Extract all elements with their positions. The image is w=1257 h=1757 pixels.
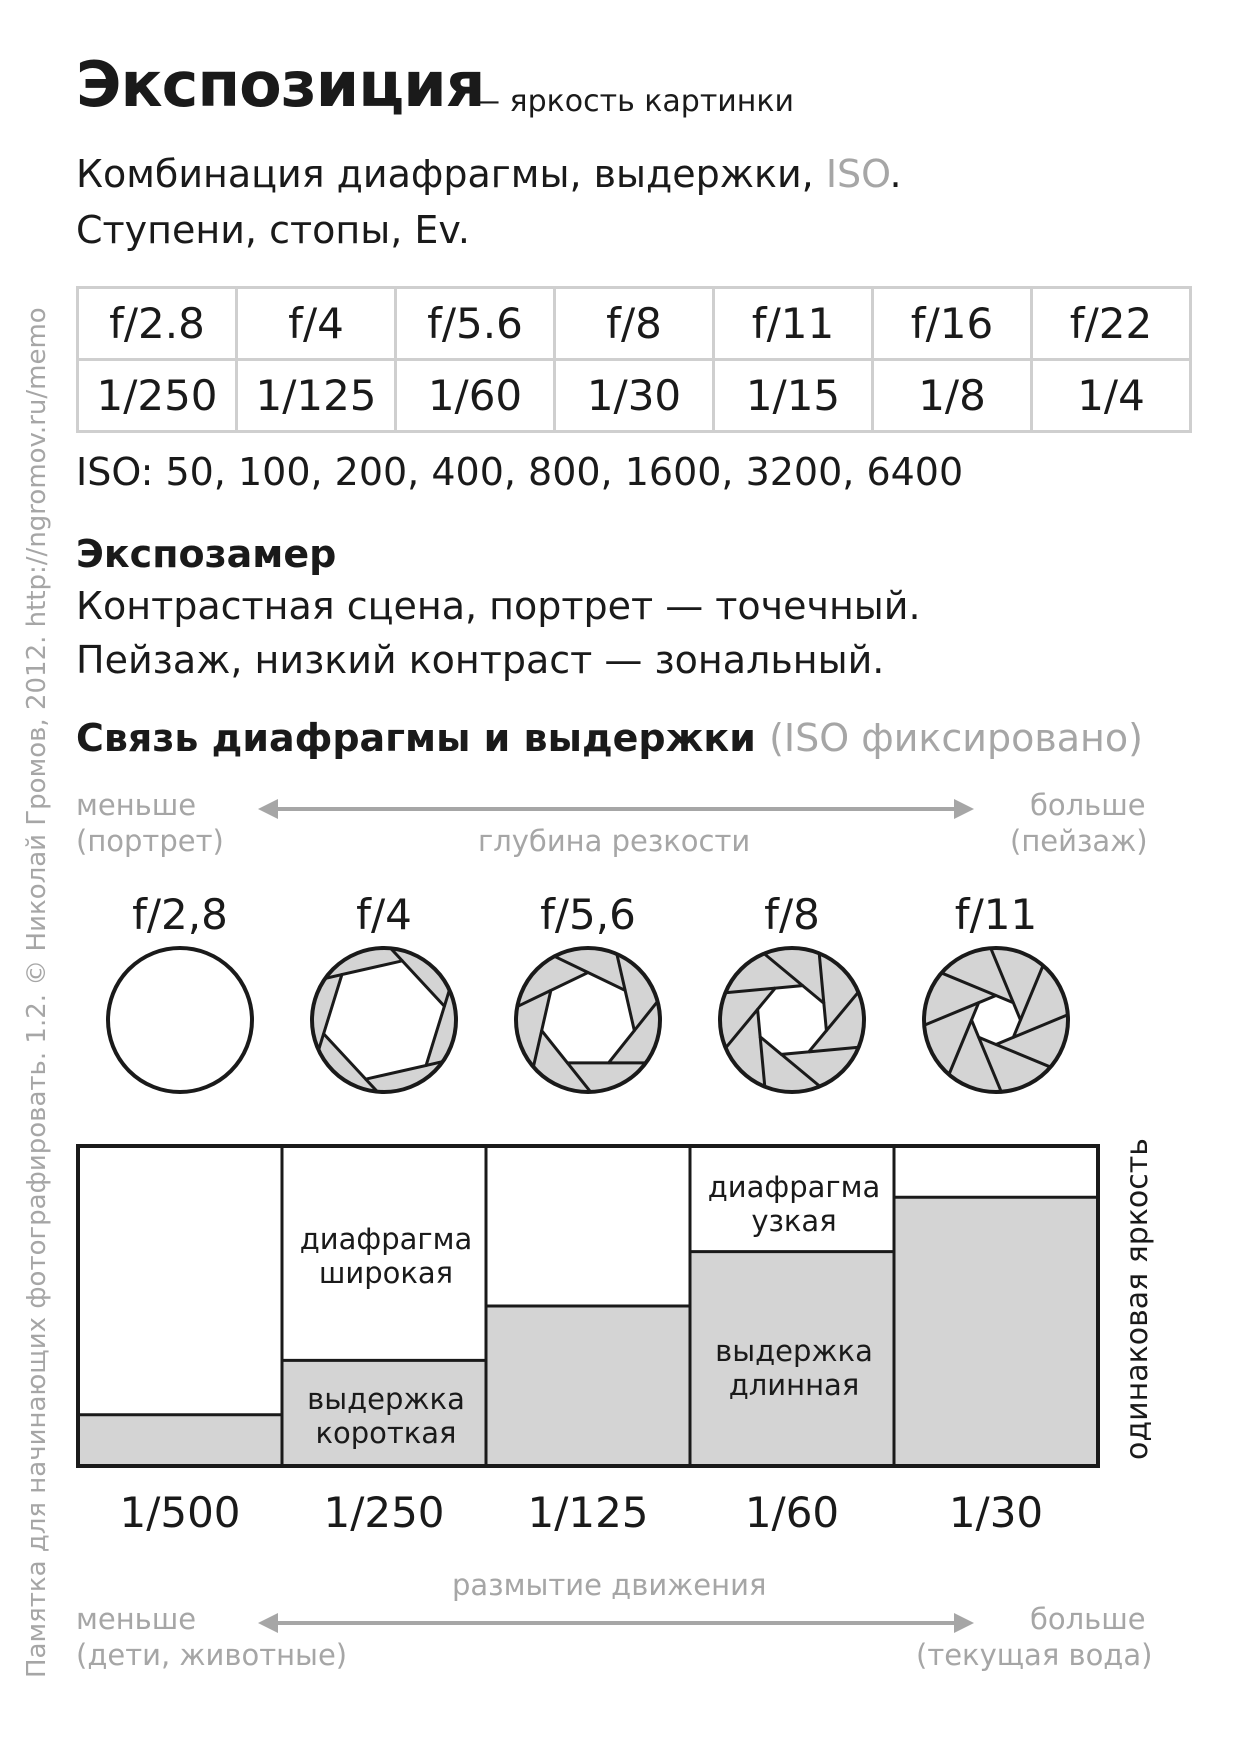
annotation-shutter-long: [692, 1334, 896, 1402]
motion-arrow: [258, 1608, 974, 1638]
side-credit-text: Памятка для начинающих фотографировать. 1.2. © Николай Громов, 2012. http://ngromov.ru/memo: [22, 307, 52, 1678]
motion-left-1: меньше: [76, 1602, 197, 1636]
table-cell: f/4: [237, 288, 396, 360]
intro-iso: ISO: [825, 152, 890, 196]
aperture-label: f/4: [356, 890, 412, 939]
motion-right-2: (текущая вода): [916, 1638, 1153, 1672]
annotation-shutter-short: [284, 1382, 488, 1450]
annotation-line: длинная: [728, 1368, 860, 1402]
table-cell: f/8: [555, 288, 714, 360]
aperture-label: f/2,8: [132, 890, 228, 939]
annotation-line: широкая: [318, 1256, 454, 1290]
aperture-icon: [720, 948, 864, 1092]
table-cell: 1/125: [237, 360, 396, 432]
aperture-icon: [516, 948, 660, 1092]
iso-values: ISO: 50, 100, 200, 400, 800, 1600, 3200, 6400: [76, 450, 964, 494]
table-cell: f/11: [714, 288, 873, 360]
table-cell: 1/15: [714, 360, 873, 432]
tick-label: 1/60: [744, 1488, 840, 1537]
aperture-icons: [108, 948, 1068, 1092]
page-subtitle: — яркость картинки: [470, 84, 795, 119]
annotation-line: диафрагма: [707, 1170, 881, 1204]
tick-label: 1/30: [948, 1488, 1044, 1537]
annotation-line: диафрагма: [299, 1222, 473, 1256]
annotation-line: узкая: [751, 1204, 837, 1238]
motion-right-1: больше: [1030, 1602, 1146, 1636]
shutter-bar: [894, 1197, 1098, 1466]
depth-right-1: больше: [1030, 788, 1146, 822]
shutter-bar: [78, 1415, 282, 1466]
table-cell: 1/4: [1032, 360, 1191, 432]
metering-line-2: Пейзаж, низкий контраст — зональный.: [76, 638, 885, 682]
annotation-aperture-narrow: [692, 1170, 896, 1238]
table-cell: 1/60: [396, 360, 555, 432]
annotation-line: выдержка: [715, 1334, 873, 1368]
table-cell: f/2.8: [78, 288, 237, 360]
aperture-opening: [972, 996, 1021, 1045]
metering-line-1: Контрастная сцена, портрет — точечный.: [76, 584, 921, 628]
chart-ylabel: одинаковая яркость: [1120, 1138, 1155, 1460]
intro-line-2: Ступени, стопы, Ev.: [76, 208, 470, 252]
aperture-label: f/5,6: [540, 890, 636, 939]
aperture-icon: [312, 948, 456, 1092]
motion-left-2: (дети, животные): [76, 1638, 348, 1672]
depth-right-2: (пейзаж): [1010, 824, 1148, 858]
table-cell: 1/30: [555, 360, 714, 432]
annotation-line: выдержка: [307, 1382, 465, 1416]
table-cell: f/22: [1032, 288, 1191, 360]
shutter-bars: [78, 1146, 1098, 1466]
aperture-opening: [758, 986, 827, 1055]
depth-left-1: меньше: [76, 788, 197, 822]
table-cell: f/5.6: [396, 288, 555, 360]
tick-label: 1/125: [527, 1488, 649, 1537]
annotation-aperture-wide: [284, 1222, 488, 1290]
depth-left-2: (портрет): [76, 824, 224, 858]
relation-note: (ISO фиксировано): [769, 716, 1143, 760]
aperture-label: f/11: [954, 890, 1038, 939]
relation-heading-main: Связь диафрагмы и выдержки: [76, 716, 756, 760]
aperture-label: f/8: [764, 890, 820, 939]
intro-line-1-end: .: [889, 152, 902, 196]
tick-label: 1/250: [323, 1488, 445, 1537]
annotation-line: короткая: [315, 1416, 457, 1450]
shutter-bar: [486, 1306, 690, 1466]
table-cell: 1/250: [78, 360, 237, 432]
aperture-icon: [924, 948, 1068, 1092]
metering-heading: Экспозамер: [76, 532, 337, 576]
aperture-icon: [108, 948, 252, 1092]
intro-line-1-main: Комбинация диафрагмы, выдержки,: [76, 152, 814, 196]
table-cell: 1/8: [873, 360, 1032, 432]
tick-label: 1/500: [119, 1488, 241, 1537]
page-title: Экспозиция: [76, 48, 485, 121]
table-cell: f/16: [873, 288, 1032, 360]
motion-center: размытие движения: [452, 1568, 767, 1602]
aperture-ring: [108, 948, 252, 1092]
depth-center: глубина резкости: [478, 824, 751, 858]
